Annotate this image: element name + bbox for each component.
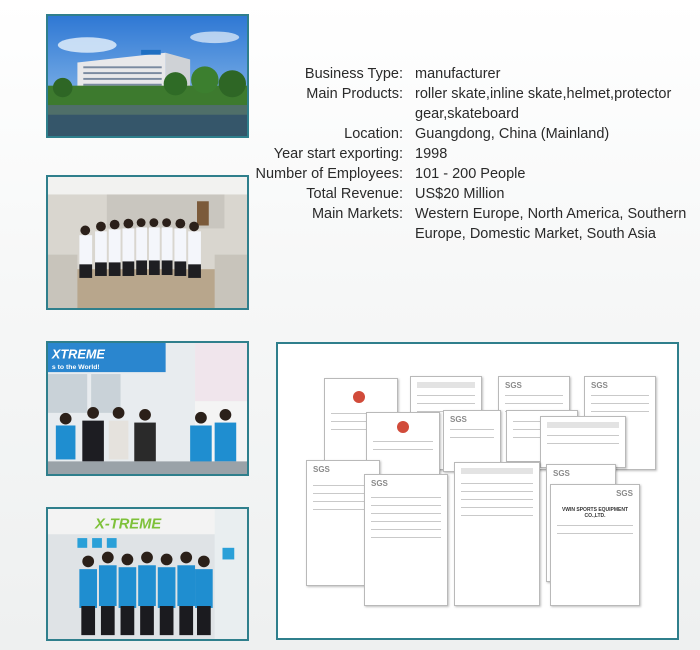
sgs-mark: SGS <box>505 381 522 390</box>
trade-show-booth-photo <box>46 341 249 476</box>
info-value: Western Europe, North America, Southern Europe, Domestic Market, South Asia <box>415 206 687 242</box>
info-row-main-products <box>250 84 690 124</box>
info-row-main-markets <box>250 204 690 244</box>
sgs-mark: SGS <box>450 415 467 424</box>
info-value: US$20 Million <box>415 186 505 202</box>
team-at-booth-photo <box>46 507 249 641</box>
certificates-gallery <box>276 342 679 640</box>
info-label: Total Revenue: <box>306 186 403 202</box>
info-value: manufacturer <box>415 66 501 82</box>
seal-icon <box>397 421 409 433</box>
info-label: Business Type: <box>304 66 403 82</box>
info-label: Main Markets: <box>311 206 403 222</box>
certificate-document <box>550 484 640 606</box>
certificate-document <box>364 474 448 606</box>
booth-slogan-text: s to the World! <box>51 364 100 372</box>
certificate-document <box>540 416 626 468</box>
sgs-mark: SGS <box>371 479 388 488</box>
factory-building-photo <box>46 14 249 138</box>
info-value: Guangdong, China (Mainland) <box>415 126 610 142</box>
info-value: 1998 <box>415 146 448 162</box>
certificate-company-name: VWIN SPORTS EQUIPMENT CO.,LTD. <box>561 507 629 519</box>
info-row-business-type <box>250 64 690 84</box>
certificate-document <box>454 462 540 606</box>
info-label: Year start exporting: <box>273 146 403 162</box>
info-row-location <box>250 124 690 144</box>
company-info-table <box>250 64 690 244</box>
info-row-total-revenue <box>250 184 690 204</box>
sgs-mark: SGS <box>591 381 608 390</box>
seal-icon <box>353 391 365 403</box>
sgs-mark: SGS <box>616 489 633 498</box>
office-staff-photo <box>46 175 249 310</box>
info-value: 101 - 200 People <box>415 166 526 182</box>
booth-banner-text: X-TREME <box>95 516 162 533</box>
sgs-mark: SGS <box>313 465 330 474</box>
info-label: Main Products: <box>306 86 403 102</box>
info-label: Location: <box>344 126 403 142</box>
info-row-year-start-exporting <box>250 144 690 164</box>
info-label: Number of Employees: <box>255 166 403 182</box>
info-value: roller skate,inline skate,helmet,protector gear,skateboard <box>415 86 672 122</box>
booth-banner-text: XTREME <box>51 347 105 362</box>
info-row-number-of-employees <box>250 164 690 184</box>
sgs-mark: SGS <box>553 469 570 478</box>
